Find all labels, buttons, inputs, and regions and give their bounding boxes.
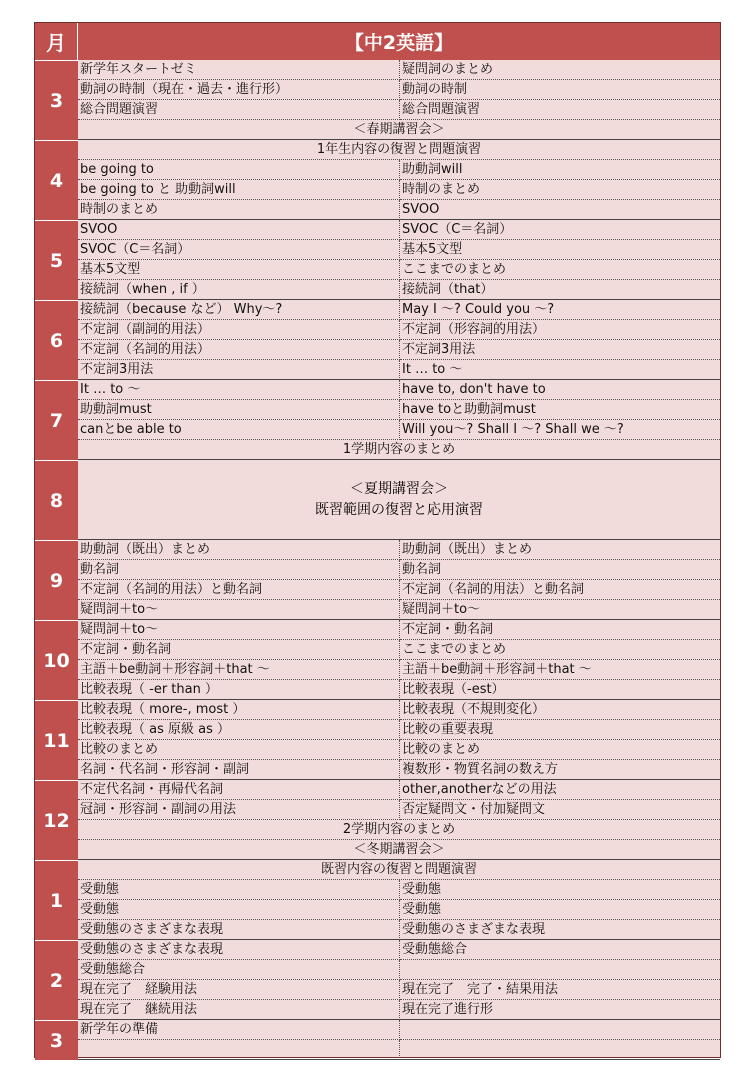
lesson-cell-first-half: 動名詞	[78, 560, 400, 580]
lesson-cell-second-half: other,anotherなどの用法	[400, 780, 720, 800]
lesson-cell-first-half: 不定詞（名詞的用法）と動名詞	[78, 580, 400, 600]
lesson-cell-second-half: 基本5文型	[400, 240, 720, 260]
lesson-cell-second-half: Will you～? Shall I ～? Shall we ～?	[400, 420, 720, 440]
lesson-cell-first-half: SVOC（C＝名詞）	[78, 240, 400, 260]
lesson-cell-second-half: ここまでのまとめ	[400, 640, 720, 660]
month-cell: 8	[35, 460, 78, 540]
session-banner-cell: ＜春期講習会＞	[353, 122, 445, 137]
lesson-cell-second-half: 比較表現（-est）	[402, 682, 505, 697]
month-cell: 7	[35, 380, 78, 460]
lesson-cell-first-half: canとbe able to	[78, 420, 400, 440]
lesson-cell-first-half: It … to ～	[78, 380, 400, 400]
session-banner-cell: 2学期内容のまとめ	[78, 820, 720, 840]
lesson-cell-second-half: 総合問題演習	[400, 100, 720, 120]
lesson-cell-first-half: 現在完了 経験用法	[78, 980, 400, 1000]
lesson-cell-second-half: May I ～? Could you ～?	[400, 300, 720, 320]
lesson-cell-first-half: 助動詞must	[78, 400, 400, 420]
month-cell: 9	[35, 540, 78, 620]
lesson-cell-second-half: 否定疑問文・付加疑問文	[400, 800, 720, 820]
lesson-cell-second-half: 助動詞will	[400, 160, 720, 180]
lesson-cell-first-half: 時制のまとめ	[78, 200, 400, 220]
month-cell: 6	[35, 300, 78, 380]
lesson-cell-second-half: 疑問詞のまとめ	[400, 60, 720, 80]
lesson-cell-second-half: 比較の重要表現	[400, 720, 720, 740]
summer-session-line: 既習範囲の復習と応用演習	[315, 501, 483, 518]
lesson-cell-first-half: 主語＋be動詞＋形容詞＋that ～	[78, 660, 400, 680]
lesson-cell-first-half: 比較表現（ -er than ）	[78, 680, 400, 700]
lesson-cell-second-half: have to, don't have to	[400, 380, 720, 400]
lesson-cell-second-half: 複数形・物質名詞の数え方	[402, 762, 559, 777]
lesson-cell-second-half	[400, 960, 720, 980]
lesson-cell-second-half: 現在完了 完了・結果用法	[400, 980, 720, 1000]
lesson-cell-first-half: 動詞の時制（現在・過去・進行形）	[78, 80, 400, 100]
lesson-cell-second-half: 時制のまとめ	[400, 180, 720, 200]
session-banner-cell: ＜冬期講習会＞	[353, 842, 445, 857]
lesson-cell-first-half: 受動態	[78, 900, 400, 920]
lesson-cell-first-half: 基本5文型	[78, 260, 400, 280]
lesson-cell-second-half: 現在完了進行形	[402, 1002, 494, 1017]
lesson-cell-second-half: 助動詞（既出）まとめ	[400, 540, 720, 560]
lesson-cell-second-half	[400, 1020, 720, 1040]
lesson-cell-second-half: SVOC（C＝名詞）	[400, 220, 720, 240]
lesson-cell-first-half: 新学年の準備	[78, 1020, 400, 1040]
lesson-cell-second-half: 比較表現（不規則変化）	[400, 700, 720, 720]
lesson-cell-second-half: 不定詞3用法	[400, 340, 720, 360]
lesson-cell-first-half: 受動態総合	[78, 960, 400, 980]
month-cell: 5	[35, 220, 78, 300]
lesson-cell-second-half: 疑問詞＋to～	[402, 602, 481, 617]
lesson-cell-first-half: 総合問題演習	[78, 100, 400, 120]
session-banner-cell: 既習内容の復習と問題演習	[78, 860, 720, 880]
lesson-cell-second-half: It … to ～	[402, 362, 463, 377]
lesson-cell-second-half: 不定詞・動名詞	[400, 620, 720, 640]
lesson-cell-first-half: 不定代名詞・再帰代名詞	[78, 780, 400, 800]
lesson-cell-first-half: 受動態のさまざまな表現	[78, 920, 400, 940]
session-banner-cell: 1年生内容の復習と問題演習	[78, 140, 720, 160]
lesson-cell-first-half: 受動態	[78, 880, 400, 900]
lesson-cell-first-half: 名詞・代名詞・形容詞・副詞	[78, 760, 400, 780]
curriculum-table	[34, 22, 721, 1058]
session-banner-cell: 1学期内容のまとめ	[342, 442, 456, 457]
month-cell: 3	[35, 60, 78, 140]
lesson-cell-second-half: 受動態	[400, 880, 720, 900]
month-cell: 1	[35, 860, 78, 940]
lesson-cell-first-half: 受動態のさまざまな表現	[78, 940, 400, 960]
lesson-cell-first-half: 比較表現（ more-, most ）	[78, 700, 400, 720]
lesson-cell-first-half: 接続詞（when , if ）	[78, 280, 400, 300]
month-cell: 3	[35, 1020, 78, 1060]
lesson-cell-second-half: 受動態総合	[400, 940, 720, 960]
lesson-cell-second-half: 動名詞	[400, 560, 720, 580]
lesson-cell-first-half: 新学年スタートゼミ	[78, 60, 400, 80]
month-cell: 12	[35, 780, 78, 860]
lesson-cell-first-half: 疑問詞＋to～	[78, 620, 400, 640]
lesson-cell-first-half: be going to と 助動詞will	[78, 180, 400, 200]
lesson-cell-first-half: be going to	[78, 160, 400, 180]
lesson-cell-second-half: have toと助動詞must	[400, 400, 720, 420]
lesson-cell-first-half: 不定詞・動名詞	[78, 640, 400, 660]
lesson-cell-first-half: 不定詞（名詞的用法）	[78, 340, 400, 360]
month-header: 月	[35, 23, 78, 60]
lesson-cell-first-half: 不定詞（副詞的用法）	[78, 320, 400, 340]
month-cell: 2	[35, 940, 78, 1020]
lesson-cell-second-half: 比較のまとめ	[400, 740, 720, 760]
lesson-cell-second-half	[400, 1040, 720, 1060]
month-cell: 10	[35, 620, 78, 700]
lesson-cell-first-half: 不定詞3用法	[78, 360, 400, 380]
lesson-cell-first-half: 現在完了 継続用法	[78, 1000, 400, 1020]
lesson-cell-first-half: 比較表現（ as 原級 as ）	[78, 720, 400, 740]
lesson-cell-first-half: 接続詞（because など） Why～?	[78, 300, 400, 320]
month-cell: 11	[35, 700, 78, 780]
lesson-cell-second-half: 受動態のさまざまな表現	[402, 922, 546, 937]
lesson-cell-second-half: 不定詞（名詞的用法）と動名詞	[400, 580, 720, 600]
summer-session-line: ＜夏期講習会＞	[350, 480, 448, 497]
lesson-cell-second-half: 主語＋be動詞＋形容詞＋that ～	[400, 660, 720, 680]
lesson-cell-first-half: SVOO	[78, 220, 400, 240]
lesson-cell-second-half: 接続詞（that）	[402, 282, 494, 297]
table-title: 【中2英語】	[78, 23, 720, 60]
lesson-cell-second-half: 受動態	[400, 900, 720, 920]
lesson-cell-first-half: 助動詞（既出）まとめ	[78, 540, 400, 560]
lesson-cell-second-half: ここまでのまとめ	[400, 260, 720, 280]
lesson-cell-second-half: SVOO	[402, 202, 440, 217]
lesson-cell-second-half: 不定詞（形容詞的用法）	[400, 320, 720, 340]
lesson-cell-first-half: 疑問詞＋to～	[78, 600, 400, 620]
month-cell: 4	[35, 140, 78, 220]
lesson-cell-second-half: 動詞の時制	[400, 80, 720, 100]
summer-session-cell	[78, 460, 720, 540]
lesson-cell-first-half: 冠詞・形容詞・副詞の用法	[78, 800, 400, 820]
lesson-cell-first-half: 比較のまとめ	[78, 740, 400, 760]
lesson-cell-first-half	[78, 1040, 400, 1060]
